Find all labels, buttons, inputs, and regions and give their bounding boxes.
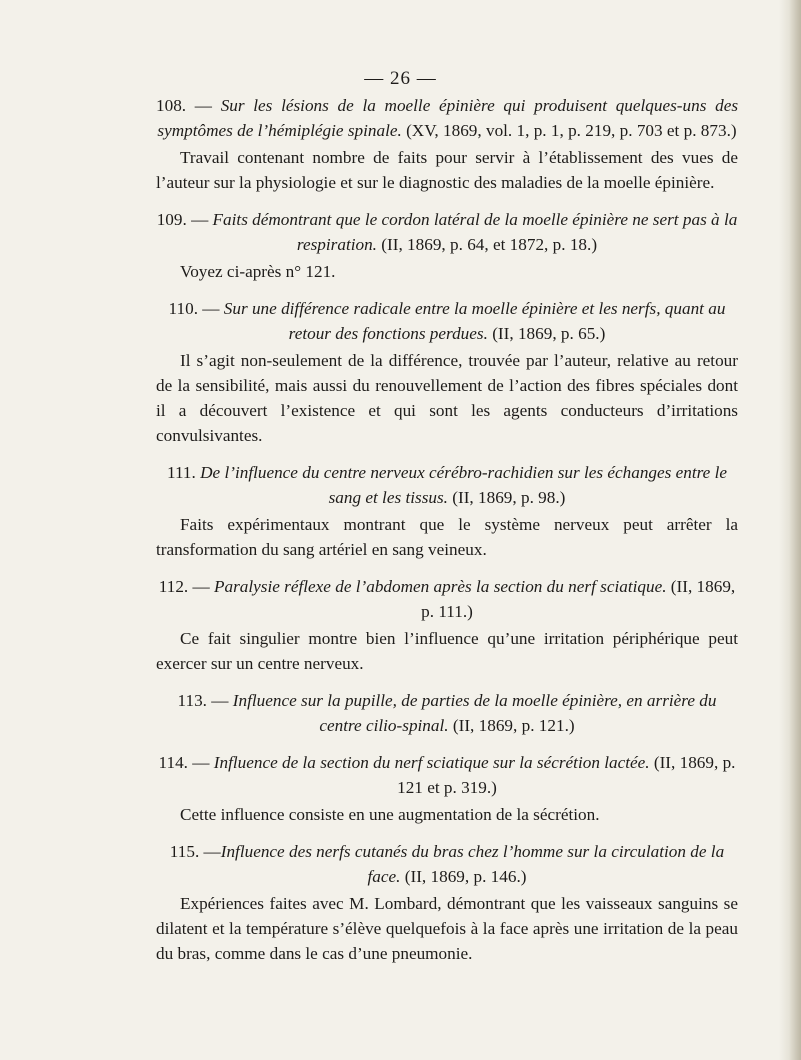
entry-number: 112. — [158, 577, 189, 596]
entry-reference: (II, 1869, p. 146.) — [400, 867, 527, 886]
entry-reference: (II, 1869, p. 121.) — [448, 716, 575, 735]
entry-description: Travail contenant nombre de faits pour servir à l’établissement des vues de l’auteur sur la physiologie et sur le diagnostic des maladies de la moelle épinière. — [156, 148, 738, 192]
entry-113 — [156, 688, 738, 738]
entry-description: Ce fait singulier montre bien l’influence qu’une irritation périphérique peut exercer sur un centre nerveux. — [156, 629, 738, 673]
entry-108 — [156, 93, 738, 195]
page-edge-shadow — [779, 0, 801, 1060]
entry-number: 108. — [156, 96, 187, 115]
entry-dash: — — [187, 753, 214, 772]
entry-description: Faits expérimentaux montrant que le système nerveux peut arrêter la transformation du sang artériel en sang veineux. — [156, 515, 738, 559]
entry-title: Influence de la section du nerf sciatique sur la sécrétion lactée. — [213, 753, 650, 772]
entry-114 — [156, 750, 738, 827]
entry-heading — [156, 750, 738, 800]
entry-dash: — — [188, 577, 214, 596]
entry-heading — [156, 207, 738, 257]
entry-title: Faits démontrant que le cordon latéral de la moelle épinière ne sert pas à la respiration. — [212, 210, 738, 254]
page-number: — 26 — — [364, 68, 437, 89]
entry-description: Il s’agit non-seulement de la différence, trouvée par l’auteur, relative au retour de la sensibilité, mais aussi du renouvellement de l’action des fibres spéciales dont il a découvert l’existence et qui sont les agents conducteurs d’irritations convulsivantes. — [156, 351, 738, 445]
entry-description: Voyez ci-après n° 121. — [180, 262, 336, 281]
entry-title: Sur les lésions de la moelle épinière qui produisent quelques-uns des symptômes de l’hémiplégie spinale. — [157, 96, 739, 140]
entry-number: 109. — [156, 210, 187, 229]
entry-description: Expériences faites avec M. Lombard, démontrant que les vaisseaux sanguins se dilatent et la température s’élève quelquefois à la face après une irritation de la peau du bras, comme dans le cas d’une pneumonie. — [156, 894, 738, 963]
entry-heading — [156, 93, 738, 143]
entry-heading — [156, 296, 738, 346]
entry-heading — [156, 839, 738, 889]
entry-reference: (II, 1869, p. 111.) — [421, 577, 736, 621]
entry-number: 115. — [169, 842, 200, 861]
entry-number: 114. — [158, 753, 188, 772]
entry-title: Sur une différence radicale entre la moelle épinière et les nerfs, quant au retour des fonctions perdues. — [223, 299, 726, 343]
entry-title: Influence des nerfs cutanés du bras chez l’homme sur la circulation de la face. — [220, 842, 725, 886]
entry-number: 111. — [167, 463, 196, 482]
entry-title: Influence sur la pupille, de parties de la moelle épinière, en arrière du centre cilio-spinal. — [232, 691, 717, 735]
entry-number: 110. — [168, 299, 198, 318]
entry-heading — [156, 460, 738, 510]
entry-heading — [156, 574, 738, 624]
entry-dash: — — [186, 210, 213, 229]
entry-reference: (II, 1869, p. 121 et p. 319.) — [397, 753, 736, 797]
entry-110 — [156, 296, 738, 448]
bibliography-list — [156, 93, 738, 978]
entry-heading — [156, 688, 738, 738]
entry-109 — [156, 207, 738, 284]
entry-reference: (II, 1869, p. 65.) — [487, 324, 606, 343]
entry-112 — [156, 574, 738, 676]
entry-115 — [156, 839, 738, 966]
entry-dash: — — [206, 691, 233, 710]
entry-number: 113. — [177, 691, 207, 710]
entry-title: De l’influence du centre nerveux cérébro-rachidien sur les échanges entre le sang et les tissus. — [200, 463, 727, 507]
entry-title: Paralysie réflexe de l’abdomen après la section du nerf sciatique. — [214, 577, 667, 596]
entry-dash: — — [198, 299, 224, 318]
entry-111 — [156, 460, 738, 562]
entry-reference: (II, 1869, p. 64, et 1872, p. 18.) — [376, 235, 598, 254]
entry-dash: — — [199, 842, 221, 861]
entry-dash: — — [186, 96, 221, 115]
entry-reference: (XV, 1869, vol. 1, p. 1, p. 219, p. 703 et p. 873.) — [401, 121, 737, 140]
entry-description: Cette influence consiste en une augmentation de la sécrétion. — [180, 805, 600, 824]
entry-reference: (II, 1869, p. 98.) — [447, 488, 566, 507]
